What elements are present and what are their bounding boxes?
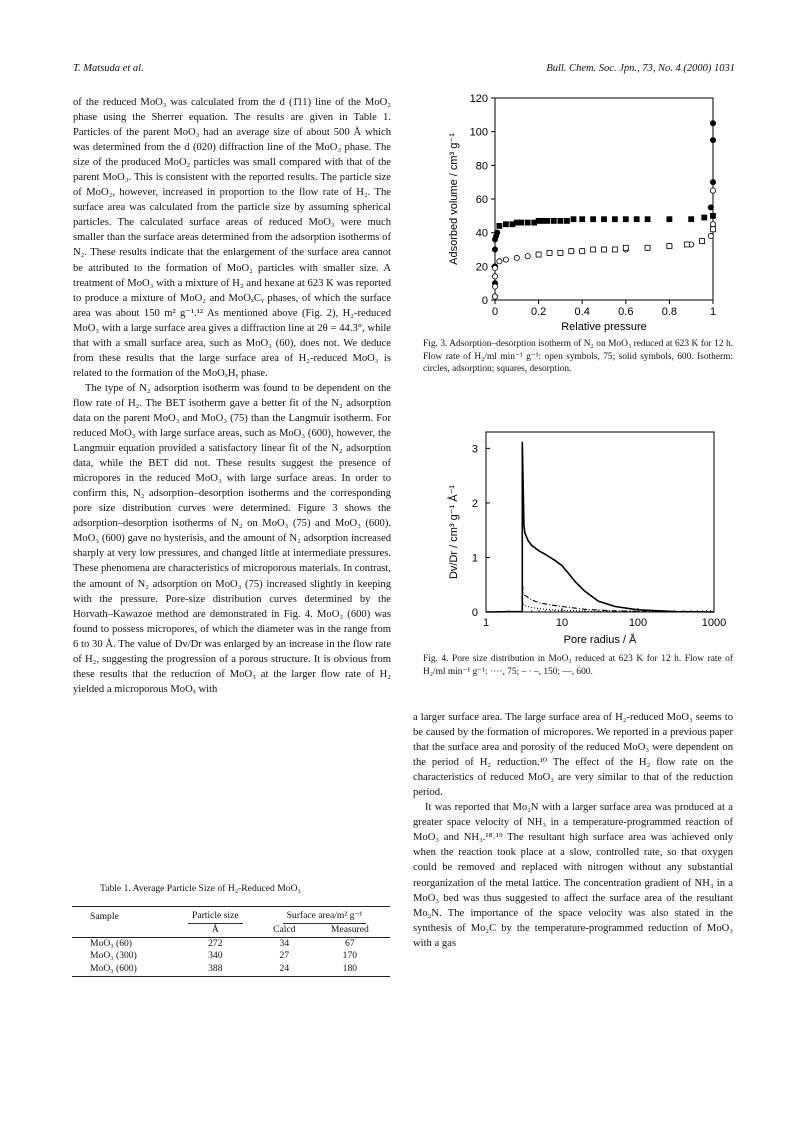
fig3-y-tick-label: 60 <box>475 194 488 206</box>
table-cell-size: 340 <box>208 950 223 962</box>
fig4-series-line <box>486 602 714 612</box>
fig3-point <box>700 239 705 244</box>
fig4-y-axis-label: Dv/Dr / cm³ g⁻¹ Å⁻¹ <box>448 484 460 580</box>
fig3-point <box>702 215 707 220</box>
fig3-point <box>710 137 715 142</box>
left-paragraph-2: The type of N₂ adsorption isotherm was found to be dependent on the flow rate of H₂. The BET isotherm gave a better fit of the N₂ adsorption data on the parent MoO₃ and MoO₃ (75) than the Langmuir isotherm. For reduced MoO₃ with large surface areas, such as MoO₃ (600), however, the Langmuir equation provided a satisfactory linear fit of the N₂ adsorption data, while the BET did not. These results suggest the presence of micropores in the reduced MoO₃ with large surface areas. In order to confirm this, N₂ adsorption–desorption isotherms and the corresponding pore size distribution curves were determined. Figure 3 shows the adsorption–desorption isotherms of N₂ on MoO₃ (75) and MoO₃ (600). MoO₃ (600) gave no hysterisis, and the amount of N₂ adsorption increased sharply at very low pressures, and changed little at intermediate pressures. These phenomena are characteristics of microporous materials. In contrast, the amount of N₂ adsorption on MoO₃ (75) increased slightly in keeping with the pressure. Pore-size distribution curves determined by the Horvath–Kawazoe method are demonstrated in Fig. 4. MoO₃ (600) was found to possess micropores, of which the diameter was in the range from 6 to 30 Å. The value of Dv/Dr was enlarged by an increase in the flow rate of H₂, suggesting the progression of a porous structure. It is obvious from these results that the reduction of MoO₃ at the larger flow rate of H₂ yielded a microporous MoOₓ with <box>73 382 391 695</box>
fig3-point <box>612 217 617 222</box>
fig3-point <box>645 245 650 250</box>
table-cell-size: 272 <box>208 937 223 949</box>
fig3-point <box>519 220 524 225</box>
fig3-point <box>667 217 672 222</box>
fig3-point <box>497 259 502 264</box>
fig3-y-tick-label: 20 <box>475 261 488 274</box>
table-cell-size: 388 <box>172 963 259 976</box>
fig3-x-tick-label: 0 <box>491 306 499 318</box>
figure-3-chart <box>440 88 730 338</box>
fig4-y-tick-label: 0 <box>471 607 478 619</box>
fig3-point <box>710 222 715 227</box>
fig3-x-tick-label: 0.4 <box>574 306 590 318</box>
figure-4-caption: Fig. 4. Pore size distribution in MoO₃ reduced at 623 K for 12 h. Flow rate of H₂/ml min⁻¹ g⁻¹: ····, 75; – · –, 150; —, 600. <box>423 654 733 677</box>
table-1 <box>72 906 390 977</box>
table-row <box>72 950 390 963</box>
table-header-calcd: Calcd <box>259 924 310 937</box>
fig3-point <box>525 220 530 225</box>
fig3-point <box>545 218 550 223</box>
fig3-point <box>495 230 500 235</box>
table-header-row <box>72 907 390 924</box>
fig3-point <box>558 218 563 223</box>
fig3-point <box>492 265 497 270</box>
fig3-x-tick-label: 0.2 <box>530 306 547 318</box>
fig3-point <box>492 274 497 279</box>
fig3-point <box>602 247 607 252</box>
fig3-frame <box>495 98 713 300</box>
fig3-point <box>708 233 713 238</box>
table-cell-sample: MoO₃ (60) <box>90 937 132 949</box>
fig3-point <box>591 217 596 222</box>
fig3-point <box>492 284 497 289</box>
fig3-point <box>503 222 508 227</box>
fig3-point <box>634 217 639 222</box>
fig3-point <box>564 218 569 223</box>
fig3-y-tick-label: 80 <box>475 160 488 173</box>
table-cell-sample: MoO₃ (600) <box>72 963 172 976</box>
table-cell-measured: 180 <box>310 963 390 976</box>
table-cell-calcd: 34 <box>279 937 290 949</box>
table-header-sample: Sample <box>72 907 172 924</box>
table-header-unit: Å <box>172 924 259 937</box>
fig3-x-axis-label: Relative pressure <box>561 321 647 333</box>
fig3-point <box>711 213 716 218</box>
fig3-point <box>710 180 715 185</box>
fig3-x-tick-label: 0.6 <box>618 306 634 318</box>
figure-4 <box>440 422 730 659</box>
table-cell-calcd: 27 <box>279 950 290 962</box>
fig3-point <box>571 217 576 222</box>
right-column <box>413 710 733 951</box>
left-paragraph-1: of the reduced MoO₃ was calculated from the d (1̄11) line of the MoO₂ phase using the Sherrer equation. The results are given in Table 1. Particles of the parent MoO₃ had an average size of about 500 Å which was determined from the d (020) diffraction line of the MoO₃ phase. The size of the produced MoO₂ particles was small compared with that of the parent MoO₃. This is consistent with the reported results. The particle size of MoO₂, however, increased in proportion to the flow rate of H₂. The surface area was calculated from the particle size by assuming spherical particles. The calculated surface areas of reduced MoO₃ were much smaller than the surface areas determined from the adsorption isotherms of N₂. These results indicate that the enlargement of the surface area cannot be attributed to the formation of MoO₂ particles with smaller size. A treatment of MoO₃ with a mixture of H₂ and hexane at 623 K was reported to produce a mixture of MoO₂ and MoOₓCᵧ phases, of which the surface area was about 150 m² g⁻¹.¹² As mentioned above (Fig. 2), H₂-reduced MoO₃ with a large surface area gives a diffraction line at 2θ = 44.3°, while that with a small surface area, such as MoO₃ (60), does not. We deduce from these results that the large surface area of H₂-reduced MoO₃ is related to the formation of the MoOₓHᵧ phase. <box>73 97 391 379</box>
fig3-point <box>667 244 672 249</box>
table-1-title: Table 1. Average Particle Size of H₂-Reduced MoO₃ <box>100 883 301 894</box>
fig3-point <box>711 227 716 232</box>
fig3-point <box>612 247 617 252</box>
fig3-point <box>525 254 530 259</box>
fig3-y-tick-label: 0 <box>481 295 488 307</box>
fig4-y-tick-label: 1 <box>471 552 478 565</box>
fig3-y-tick-label: 100 <box>469 126 488 139</box>
fig3-point <box>591 247 596 252</box>
fig4-y-tick-label: 2 <box>471 497 478 510</box>
table-row <box>72 963 390 976</box>
fig3-point <box>551 218 556 223</box>
table-cell-calcd: 24 <box>259 963 310 976</box>
fig3-x-tick-label: 0.8 <box>661 306 678 318</box>
fig3-point <box>689 217 694 222</box>
fig3-point <box>580 249 585 254</box>
fig3-point <box>514 255 519 260</box>
fig3-x-tick-label: 1 <box>709 306 717 318</box>
fig4-frame <box>486 432 714 612</box>
table-cell-sample: MoO₃ (300) <box>90 950 137 962</box>
figure-3-caption: Fig. 3. Adsorption–desorption isotherm of N₂ on MoO₃ reduced at 623 K for 12 h. Flow rate of H₂/ml min⁻¹ g⁻¹: open symbols, 75; solid symbols, 600. Isotherm: circles, adsorption; squares, desorption. <box>423 339 733 375</box>
fig4-series-line <box>486 442 714 612</box>
fig3-point <box>497 223 502 228</box>
left-column <box>73 95 391 697</box>
figure-4-chart <box>440 422 730 654</box>
right-paragraph-1: a larger surface area. The large surface area of H₂-reduced MoO₃ seems to be caused by the formation of micropores. We reported in a previous paper that the surface area and porosity of the reduced MoO₃ were dependent on the period of H₂ reduction.¹⁰ The effect of the H₂ flow rate on the characteristics of reduced MoO₃ are very similar to that of the reduction period. <box>413 712 733 799</box>
fig3-y-tick-label: 120 <box>469 93 488 105</box>
running-header-journal: Bull. Chem. Soc. Jpn., 73, No. 4 (2000) 1031 <box>546 63 735 74</box>
fig3-point <box>710 188 715 193</box>
table-subheader-row <box>72 924 390 937</box>
fig3-point <box>623 217 628 222</box>
table-cell-measured: 170 <box>342 950 358 962</box>
table-header-surface: Surface area/m² g⁻¹ <box>283 910 367 924</box>
fig3-point <box>684 242 689 247</box>
fig3-point <box>492 247 497 252</box>
running-header-authors: T. Matsuda et al. <box>73 63 144 74</box>
fig3-point <box>558 250 563 255</box>
fig3-point <box>569 249 574 254</box>
fig3-point <box>580 217 585 222</box>
fig4-y-tick-label: 3 <box>471 443 478 456</box>
fig4-series-line <box>486 582 714 612</box>
fig3-point <box>710 121 715 126</box>
fig3-y-axis-label: Adsorbed volume / cm³ g⁻¹ <box>448 133 460 265</box>
fig3-point <box>645 217 650 222</box>
figure-3 <box>440 88 730 343</box>
table-header-particle: Particle size <box>188 910 243 924</box>
fig3-point <box>536 252 541 257</box>
fig3-point <box>708 205 713 210</box>
fig4-x-tick-label: 10 <box>555 617 569 629</box>
fig4-x-tick-label: 1 <box>482 617 490 629</box>
fig3-point <box>623 245 628 250</box>
fig3-point <box>492 294 497 299</box>
fig4-x-tick-label: 100 <box>628 617 648 629</box>
fig4-x-tick-label: 1000 <box>701 617 727 629</box>
table-cell-measured: 67 <box>345 937 355 949</box>
right-paragraph-2: It was reported that Mo₂N with a larger surface area was produced at a greater space velocity of NH₃ in a temperature-programmed reaction of MoO₃ and NH₃.¹⁸˒¹⁹ The resultant high surface area was achieved only when the reaction took place at a slow, controlled rate, so that oxygen could be removed and replaced with nitrogen without any substantial reorganization of the metal lattice. The concentration gradient of NH₃ in a MoO₃ bed was thus suggested to affect the surface area of the resultant Mo₂N. The importance of the space velocity was also stated in the synthesis of Mo₂C by the temperature-programmed reduction of MoO₃ with a gas <box>413 802 733 949</box>
fig3-point <box>602 217 607 222</box>
table-header-measured: Measured <box>310 924 390 937</box>
fig4-x-axis-label: Pore radius / Å <box>563 634 637 646</box>
table-row <box>72 937 390 950</box>
fig3-point <box>503 257 508 262</box>
fig3-point <box>547 250 552 255</box>
fig3-y-tick-label: 40 <box>475 227 488 240</box>
